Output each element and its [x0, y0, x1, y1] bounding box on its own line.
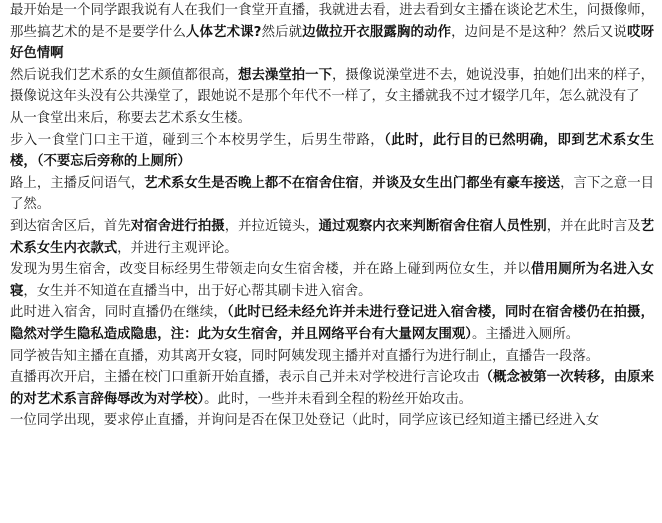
emphasized-text: 对宿舍进行拍摄	[130, 218, 225, 234]
emphasized-text: 通过观察内衣来判断宿舍住宿人员性别	[318, 218, 547, 234]
emphasized-text: （此时已经未经允许并未进行登记进入宿舍楼，同时在宿舍楼仍在拍摄，隐然对学生隐私造成隐患，注：此为女生宿舍，并且网络平台有大量网友围观）	[10, 305, 654, 342]
body-text: 步入一食堂门口主干道，碰到三个本校男学生，后男生带路，	[10, 132, 385, 148]
article-body	[10, 0, 654, 432]
paragraph	[10, 410, 654, 432]
emphasized-text: （概念被第一次转移，由原来的对艺术系言辞侮辱改为对学校）	[10, 370, 655, 407]
emphasized-text: 借用厕所为名进入女寝	[10, 262, 654, 299]
body-text: 从一食堂出来后，称要去艺术系女生楼。	[10, 110, 252, 126]
body-text: 路上，主播反问语气，	[10, 175, 145, 191]
paragraph	[10, 367, 654, 410]
body-text: ，边问是不是这种？然后又说	[451, 24, 628, 40]
body-text: 此时进入宿舍，同时直播仍在继续，	[10, 305, 227, 321]
body-text: ，	[358, 175, 373, 191]
body-text: 发现为男生宿舍，改变目标经男生带领走向女生宿舍楼，并在路上碰到两位女生，并以	[10, 262, 531, 278]
paragraph	[10, 216, 654, 259]
emphasized-text: 艺术系女生内衣款式	[10, 218, 655, 256]
body-text: ，并拉近镜头，	[224, 218, 319, 234]
emphasized-text: 想去澡堂拍一下	[238, 67, 333, 83]
body-text: ，并在此时言及	[546, 218, 641, 234]
body-text: ，言下之意一目了然。	[10, 175, 655, 213]
paragraph	[10, 65, 654, 108]
body-text: 。此时，一些并未看到全程的粉丝开始攻击。	[204, 391, 472, 407]
body-text: ，女生并不知道在直播当中，出于好心帮其刷卡进入宿舍。	[23, 283, 372, 299]
emphasized-text: （此时，此行目的已然明确，即到艺术系女生楼，（不要忘后旁称的上厕所）	[10, 132, 654, 170]
emphasized-text: 人体艺术课?	[185, 24, 262, 40]
emphasized-text: 哎呀好色情啊	[10, 24, 655, 62]
emphasized-text: 边做拉开衣服露胸的动作	[302, 24, 452, 40]
paragraph	[10, 173, 654, 216]
paragraph	[10, 108, 654, 130]
body-text: 同学被告知主播在直播，劝其离开女寝，同时阿姨发现主播并对直播行为进行制止，直播告一段落。	[10, 348, 600, 364]
body-text: 一位同学出现，要求停止直播，并询问是否在保卫处登记（此时，同学应该已经知道主播已经进入女	[10, 413, 600, 429]
body-text: 直播再次开启，主播在校门口重新开始直播，表示自己并未对学校进行言论攻击	[10, 370, 480, 386]
body-text: 最开始是一个同学跟我说有人在我们一食堂开直播，我就进去看，进去看到女主播在谈论艺术生，问摄像师，那些搞艺术的是不是要学什么	[10, 3, 654, 40]
paragraph	[10, 0, 654, 65]
paragraph	[10, 259, 654, 302]
body-text: 。主播进入厕所。	[471, 326, 580, 342]
paragraph	[10, 302, 654, 345]
body-text: 然后就	[261, 24, 303, 40]
paragraph	[10, 346, 654, 368]
emphasized-text: 并谈及女生出门都坐有豪车接送	[372, 175, 561, 191]
paragraph	[10, 130, 654, 173]
body-text: ，摄像说澡堂进不去，她说没事，拍她们出来的样子，摄像说这年头没有公共澡堂了，跟她说不是那个年代不一样了，女主播就我不过才辍学几年，怎么就没有了	[10, 67, 655, 105]
body-text: 到达宿舍区后，首先	[10, 218, 131, 234]
body-text: 然后说我们艺术系的女生颜值都很高，	[10, 67, 239, 83]
emphasized-text: 艺术系女生是否晚上都不在宿舍住宿	[144, 175, 359, 191]
body-text: ，并进行主观评论。	[117, 240, 238, 256]
